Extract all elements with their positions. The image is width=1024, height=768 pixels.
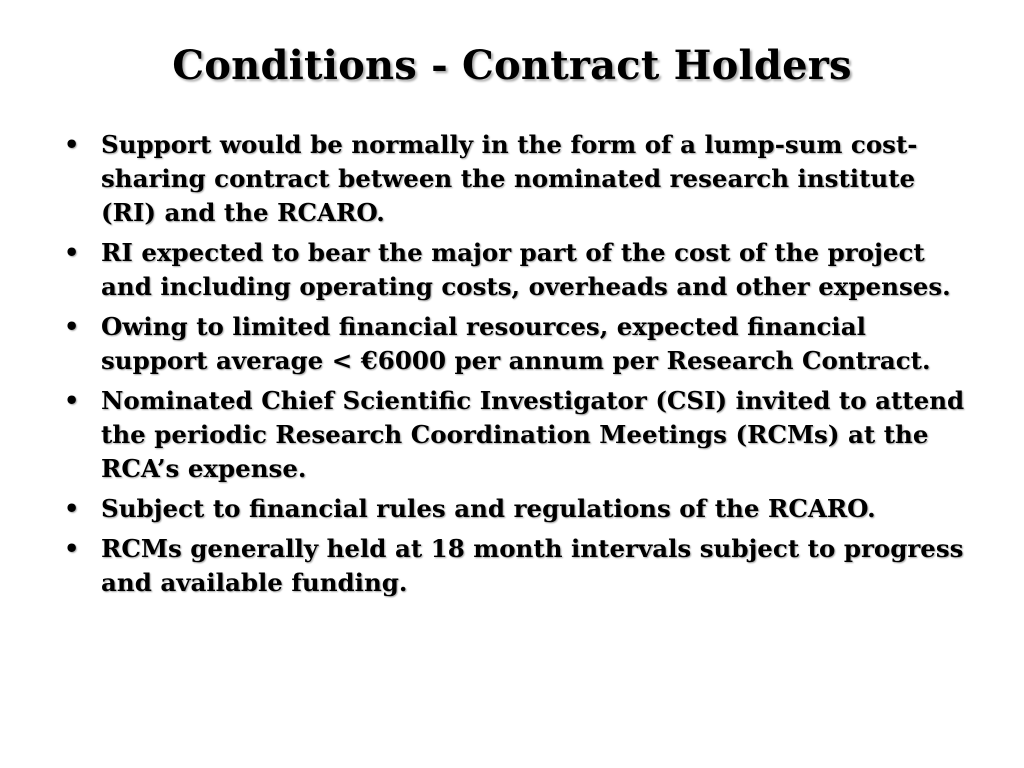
bullet-icon: • [64, 494, 80, 523]
bullet-text: Owing to limited financial resources, expected financial support average < €6000 per annum per Research Contract. [101, 312, 931, 375]
bullet-text: RCMs generally held at 18 month intervals subject to progress and available funding. [101, 534, 964, 597]
bullet-item-5 [60, 492, 965, 526]
bullet-item-6 [60, 532, 965, 600]
bullet-icon: • [64, 534, 80, 563]
bullet-icon: • [64, 130, 80, 159]
bullet-item-1 [60, 128, 965, 230]
bullet-icon: • [64, 238, 80, 267]
bullet-text: Nominated Chief Scientific Investigator (CSI) invited to attend the periodic Research Coordination Meetings (RCMs) at the RCA’s expense. [101, 386, 965, 483]
bullet-text: Support would be normally in the form of a lump-sum cost-sharing contract between the nominated research institute (RI) and the RCARO. [101, 130, 918, 227]
bullet-list [60, 128, 965, 606]
bullet-item-4 [60, 384, 965, 486]
bullet-icon: • [64, 386, 80, 415]
bullet-item-3 [60, 310, 965, 378]
bullet-icon: • [64, 312, 80, 341]
slide-title: Conditions - Contract Holders [172, 42, 852, 89]
bullet-item-2 [60, 236, 965, 304]
bullet-text: Subject to financial rules and regulations of the RCARO. [101, 494, 876, 523]
bullet-text: RI expected to bear the major part of the cost of the project and including operating costs, overheads and other expenses. [101, 238, 951, 301]
